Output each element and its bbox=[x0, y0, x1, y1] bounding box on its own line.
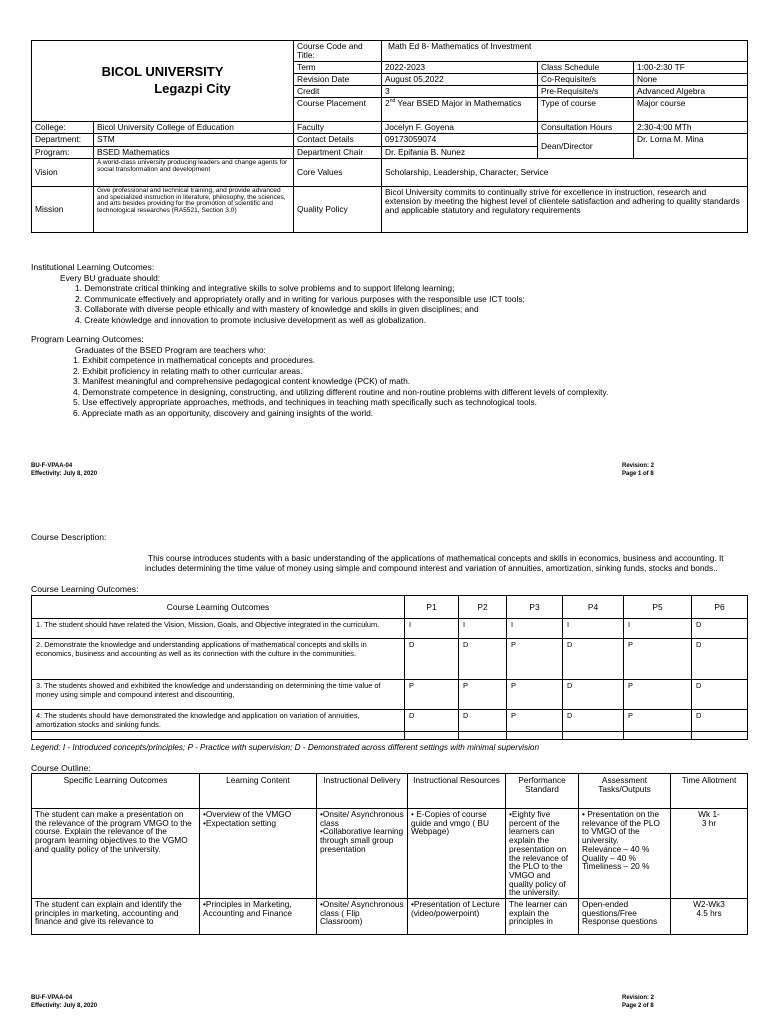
ilo-item: 3. Collaborate with diverse people ethically and with mastery of knowledge and skills in given disciplines; and bbox=[75, 304, 479, 314]
revision-date-label: Revision Date bbox=[294, 74, 382, 86]
table-row bbox=[32, 732, 748, 740]
outline-assessment: • Presentation on the relevance of the PLO to VMGO of the university. Relevance – 40 % Quality – 40 % Timeliness – 20 % bbox=[579, 809, 671, 899]
ilo-section bbox=[31, 262, 525, 325]
ilo-item: 4. Create knowledge and innovation to promote inclusive development as well as globalization. bbox=[75, 314, 427, 325]
outline-header: Time Allotment bbox=[671, 774, 748, 809]
outline-header: Learning Content bbox=[200, 774, 317, 809]
outline-slo: The student can explain and identify the principles in marketing, accounting and finance and give its relevance to bbox=[32, 899, 200, 935]
clo-cell: D bbox=[459, 639, 507, 680]
effectivity-date: Effectivity: July 8, 2020 bbox=[31, 1003, 98, 1009]
term-value: 2022-2023 bbox=[382, 62, 538, 74]
clo-cell: D bbox=[563, 710, 624, 732]
clo-text: 4. The students should have demonstrated the knowledge and application on variation of annuities, amortization stocks and sinking funds. bbox=[32, 710, 405, 732]
plo-intro: Graduates of the BSED Program are teachers who: bbox=[75, 344, 266, 355]
outline-resources: •Presentation of Lecture (video/powerpoint) bbox=[408, 899, 506, 935]
outline-content: •Principles in Marketing, Accounting and Finance bbox=[200, 899, 317, 935]
placement-value: 2nd Year BSED Major in Mathematics bbox=[382, 98, 538, 122]
vision-value: A world-class university producing leaders and change agents for social transformation and development bbox=[94, 158, 294, 186]
university-name: BICOL UNIVERSITY bbox=[101, 64, 224, 80]
clo-cell: D bbox=[692, 619, 748, 639]
type-value: Major course bbox=[634, 98, 748, 122]
prerequisite-value: Advanced Algebra bbox=[634, 86, 748, 98]
corequisite-value: None bbox=[634, 74, 748, 86]
ilo-item: 1. Demonstrate critical thinking and integrative skills to solve problems and to support lifelong learning; bbox=[75, 283, 455, 293]
chair-label: Department Chair bbox=[294, 146, 382, 158]
mission-label: Mission bbox=[32, 186, 94, 232]
outline-content: •Overview of the VMGO •Expectation setting bbox=[200, 809, 317, 899]
corequisite-label: Co-Requisite/s bbox=[538, 74, 634, 86]
outline-header: Assessment Tasks/Outputs bbox=[579, 774, 671, 809]
page-number: Page 1 of 8 bbox=[622, 471, 654, 477]
consult-value: 2:30-4:00 MTh bbox=[634, 122, 748, 134]
core-values-value: Scholarship, Leadership, Character, Service bbox=[382, 158, 748, 186]
class-schedule-value: 1:00-2:30 TF bbox=[634, 62, 748, 74]
college-label: College: bbox=[32, 122, 94, 134]
outline-delivery: •Onsite/ Asynchronous class ( Flip Classroom) bbox=[317, 899, 408, 935]
credit-label: Credit bbox=[294, 86, 382, 98]
outline-title: Course Outline: bbox=[31, 763, 91, 773]
clo-cell: D bbox=[692, 710, 748, 732]
footer-left bbox=[31, 462, 97, 478]
mission-value: Give professional and technical training, and provide advanced and specialized instruction in literature, philosophy, the sciences, and arts besides providing for the promotion of scientific and technological researches (RA5521, Section 3.0) bbox=[94, 186, 294, 232]
outline-header-row bbox=[32, 774, 748, 809]
footer-left-2 bbox=[31, 994, 97, 1010]
quality-policy-label: Quality Policy bbox=[294, 186, 382, 232]
plo-item: 1. Exhibit competence in mathematical concepts and procedures. bbox=[73, 355, 316, 365]
course-outline-table bbox=[31, 773, 748, 935]
plo-title: Program Learning Outcomes: bbox=[31, 334, 144, 344]
clo-cell: P bbox=[507, 639, 563, 680]
clo-header: Course Learning Outcomes bbox=[32, 596, 405, 619]
quality-policy-value: Bicol University commits to continually strive for excellence in instruction, research and extension by meeting the highest level of clientele satisfaction and adhering to quality standards and applicable statutory and regulatory requirements bbox=[382, 186, 748, 232]
term-label: Term bbox=[294, 62, 382, 74]
credit-value: 3 bbox=[382, 86, 538, 98]
ilo-intro: Every BU graduate should: bbox=[60, 272, 161, 283]
core-values-label: Core Values bbox=[294, 158, 382, 186]
clo-title: Course Learning Outcomes: bbox=[31, 584, 139, 594]
class-schedule-label: Class Schedule bbox=[538, 62, 634, 74]
plo-item: 6. Appreciate math as an opportunity, discovery and gaining insights of the world. bbox=[73, 407, 374, 418]
clo-table bbox=[31, 595, 748, 740]
plo-item: 2. Exhibit proficiency in relating math to other curricular areas. bbox=[73, 365, 303, 376]
faculty-value: Jocelyn F. Goyena bbox=[382, 122, 538, 134]
plo-item: 4. Demonstrate competence in designing, constructing, and utilizing different routine and non-routine problems with different levels of complexity. bbox=[73, 386, 609, 397]
clo-text: 1. The student should have related the Vision, Mission, Goals, and Objective integrated in the curriculum. bbox=[32, 619, 405, 639]
vision-label: Vision bbox=[32, 158, 94, 186]
university-block bbox=[32, 41, 294, 122]
table-row bbox=[32, 899, 748, 935]
clo-header: P4 bbox=[563, 596, 624, 619]
outline-standard: The learner can explain the principles in bbox=[506, 899, 579, 935]
revision-number: Revision: 2 bbox=[622, 995, 655, 1001]
clo-cell: D bbox=[459, 710, 507, 732]
clo-cell: D bbox=[692, 680, 748, 710]
clo-cell: P bbox=[624, 710, 692, 732]
dean-label: Dean/Director bbox=[538, 134, 634, 158]
college-value: Bicol University College of Education bbox=[94, 122, 294, 134]
consult-label: Consultation Hours bbox=[538, 122, 634, 134]
outline-standard: •Eighty five percent of the learners can explain the presentation on the relevance of the PLO to the VMGO and quality policy of the university. bbox=[506, 809, 579, 899]
course-code-label: Course Code and Title: bbox=[294, 41, 382, 62]
clo-header: P1 bbox=[405, 596, 459, 619]
plo-item: 5. Use effectively appropriate approaches, methods, and techniques in teaching math specifically such as technological tools. bbox=[73, 397, 537, 407]
clo-cell: P bbox=[507, 680, 563, 710]
revision-date-value: August 05,2022 bbox=[382, 74, 538, 86]
contact-label: Contact Details bbox=[294, 134, 382, 146]
clo-cell: D bbox=[405, 710, 459, 732]
type-label: Type of course bbox=[538, 98, 634, 122]
clo-cell: I bbox=[507, 619, 563, 639]
ilo-item: 2. Communicate effectively and appropriately orally and in writing for various purposes with the responsible use ICT tools; bbox=[75, 293, 525, 304]
clo-cell: D bbox=[563, 680, 624, 710]
university-city: Legazpi City bbox=[154, 81, 231, 97]
description-title: Course Description: bbox=[31, 532, 107, 542]
footer-right-2 bbox=[622, 994, 654, 1010]
description-text: This course introduces students with a basic understanding of the applications of mathematical concepts and skills in economics, business and accounting. It includes determining the time value of money using simple and compound interest and variation of annuities, amortization, sinking funds, stocks and bonds.. bbox=[145, 553, 724, 574]
clo-cell: I bbox=[624, 619, 692, 639]
outline-time: Wk 1- 3 hr bbox=[671, 809, 748, 899]
course-header-table bbox=[31, 40, 748, 233]
outline-assessment: Open-ended questions/Free Response questions bbox=[579, 899, 671, 935]
clo-legend: Legend: I - Introduced concepts/principles; P - Practice with supervision; D - Demonstrated across different settings with minimal supervision bbox=[31, 743, 540, 752]
plo-item: 3. Manifest meaningful and comprehensive pedagogical content knowledge (PCK) of math. bbox=[73, 376, 411, 386]
program-value: BSED Mathematics bbox=[94, 146, 294, 158]
clo-cell: I bbox=[563, 619, 624, 639]
department-value: STM bbox=[94, 134, 294, 146]
outline-delivery: •Onsite/ Asynchronous class •Collaborative learning through small group presentation bbox=[317, 809, 408, 899]
clo-cell: D bbox=[405, 639, 459, 680]
department-label: Department: bbox=[32, 134, 94, 146]
outline-time: W2-Wk3 4.5 hrs bbox=[671, 899, 748, 935]
page-number: Page 2 of 8 bbox=[622, 1003, 654, 1009]
clo-header: P3 bbox=[507, 596, 563, 619]
outline-header: Performance Standard bbox=[506, 774, 579, 809]
clo-cell: I bbox=[405, 619, 459, 639]
clo-header: P2 bbox=[459, 596, 507, 619]
clo-cell: I bbox=[459, 619, 507, 639]
clo-header-row bbox=[32, 596, 748, 619]
clo-text: 3. The students showed and exhibited the knowledge and understanding on determining the time value of money using simple and compound interest and discounting, bbox=[32, 680, 405, 710]
table-row bbox=[32, 809, 748, 899]
chair-value: Dr. Epifania B. Nunez bbox=[382, 146, 538, 158]
placement-label: Course Placement bbox=[294, 98, 382, 122]
outline-header: Specific Learning Outcomes bbox=[32, 774, 200, 809]
table-row bbox=[32, 710, 748, 732]
clo-text: 2. Demonstrate the knowledge and understanding applications of mathematical concepts and skills in economics, business and accounting as well as its connection with the culture in the communities. bbox=[32, 639, 405, 680]
ilo-title: Institutional Learning Outcomes: bbox=[31, 262, 155, 272]
clo-cell: P bbox=[624, 680, 692, 710]
clo-cell: P bbox=[507, 710, 563, 732]
clo-cell: P bbox=[624, 639, 692, 680]
clo-cell: P bbox=[405, 680, 459, 710]
course-code-value: Math Ed 8- Mathematics of Investment bbox=[382, 41, 748, 62]
table-row bbox=[32, 680, 748, 710]
outline-resources: • E-Copies of course guide and vmgo ( BU Webpage) bbox=[408, 809, 506, 899]
outline-header: Instructional Resources bbox=[408, 774, 506, 809]
clo-cell: P bbox=[459, 680, 507, 710]
revision-number: Revision: 2 bbox=[622, 463, 655, 469]
clo-cell: D bbox=[563, 639, 624, 680]
footer-right bbox=[622, 462, 654, 478]
clo-header: P5 bbox=[624, 596, 692, 619]
outline-header: Instructional Delivery bbox=[317, 774, 408, 809]
faculty-label: Faculty bbox=[294, 122, 382, 134]
form-code: BU-F-VPAA-04 bbox=[31, 995, 73, 1001]
clo-cell: D bbox=[692, 639, 748, 680]
table-row bbox=[32, 639, 748, 680]
contact-value: 09173059074 bbox=[382, 134, 538, 146]
form-code: BU-F-VPAA-04 bbox=[31, 463, 73, 469]
table-row bbox=[32, 619, 748, 639]
effectivity-date: Effectivity: July 8, 2020 bbox=[31, 471, 98, 477]
dean-value: Dr. Lorna M. Mina bbox=[634, 134, 748, 158]
plo-section bbox=[31, 334, 608, 418]
prerequisite-label: Pre-Requisite/s bbox=[538, 86, 634, 98]
program-label: Program: bbox=[32, 146, 94, 158]
outline-slo: The student can make a presentation on the relevance of the program VMGO to the course. Explain the relevance of the program learning objectives to the VGMO and quality policy of the university. bbox=[32, 809, 200, 899]
clo-header: P6 bbox=[692, 596, 748, 619]
